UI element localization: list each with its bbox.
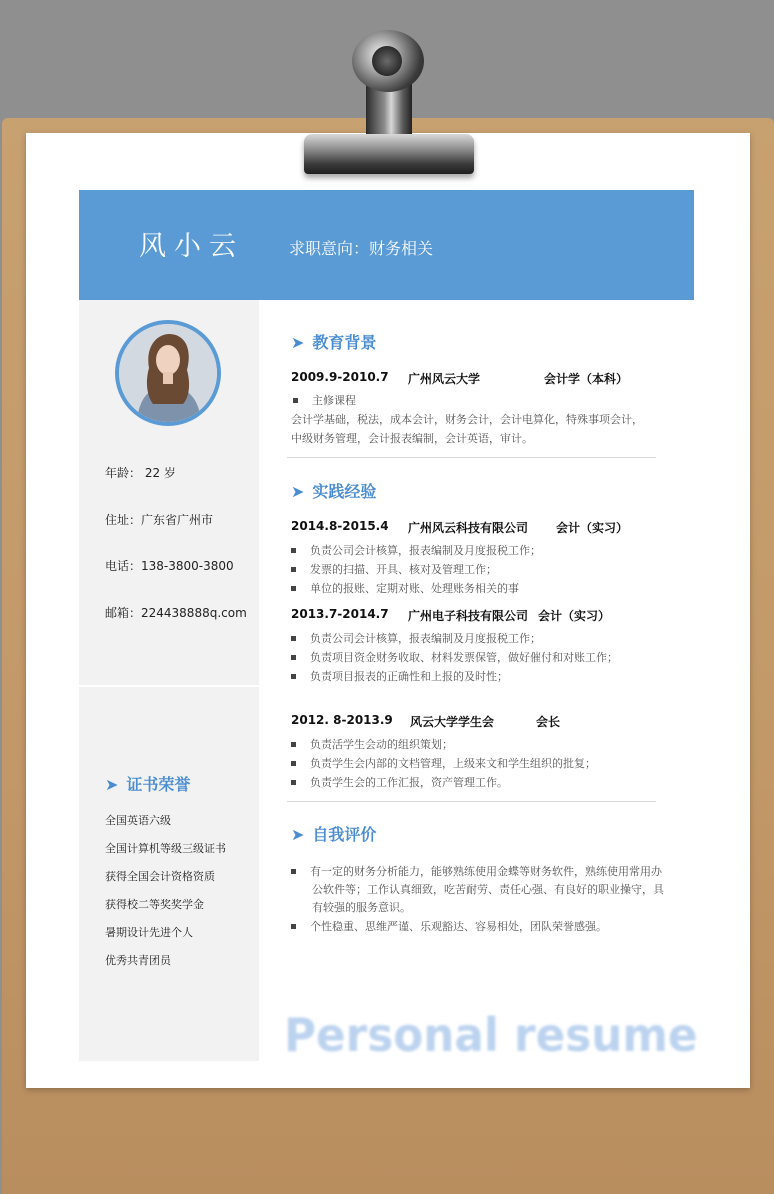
- chevron-right-icon: ➤: [291, 482, 305, 501]
- person-photo-icon: [119, 324, 217, 422]
- cert-item: 全国英语六级: [105, 814, 171, 827]
- experience-heading: ➤ 实践经验: [291, 482, 377, 501]
- self-eval-heading: ➤ 自我评价: [291, 825, 377, 844]
- list-item: 发票的扫描、开具、核对及管理工作；: [291, 561, 497, 577]
- list-item: 有一定的财务分析能力，能够熟练使用金蝶等财务软件，熟练使用常用办: [291, 863, 662, 879]
- list-item: 负责项目资金财务收取、材料发票保管，做好催付和对账工作；: [291, 649, 618, 665]
- edu-courses-line: 中级财务管理，会计报表编制，会计英语，审计。: [291, 432, 533, 445]
- cert-item: 获得全国会计资格资质: [105, 870, 215, 883]
- watermark-text: Personal resume: [284, 1008, 698, 1062]
- list-item: 负责项目报表的正确性和上报的及时性；: [291, 668, 508, 684]
- binder-clip-icon: [352, 30, 424, 92]
- education-heading: ➤ 教育背景: [291, 333, 377, 352]
- section-divider: [287, 457, 656, 458]
- list-item: 负责公司会计核算，报表编制及月度报税工作；: [291, 630, 541, 646]
- edu-courses-line: 会计学基础，税法，成本会计，财务会计，会计电算化，特殊事项会计，: [291, 413, 643, 426]
- candidate-name: 风小云: [139, 231, 244, 262]
- job-role: 会计（实习）: [556, 521, 629, 535]
- job-period: 2012. 8-2013.9: [291, 713, 393, 727]
- section-divider: [287, 801, 656, 802]
- list-item: 负责活学生会动的组织策划；: [291, 736, 453, 752]
- cert-item: 全国计算机等级三级证书: [105, 842, 226, 855]
- self-eval-line: 公软件等；工作认真细致，吃苦耐劳、责任心强、有良好的职业操守，具: [312, 883, 664, 896]
- job-company: 风云大学学生会: [410, 715, 495, 729]
- chevron-right-icon: ➤: [291, 333, 305, 352]
- chevron-right-icon: ➤: [291, 825, 305, 844]
- job-role: 会长: [536, 715, 561, 729]
- phone-info: 电话：138-3800-3800: [105, 559, 234, 573]
- resume-header: [79, 190, 694, 300]
- edu-school: 广州风云大学: [408, 372, 481, 386]
- sidebar: [79, 300, 259, 1061]
- cert-item: 暑期设计先进个人: [105, 926, 193, 939]
- list-item: 负责学生会的工作汇报，资产管理工作。: [291, 774, 508, 790]
- avatar: [115, 320, 221, 426]
- list-item: 个性稳重、思维严谨、乐观豁达、容易相处，团队荣誉感强。: [291, 918, 607, 934]
- binder-clip-base: [304, 134, 474, 174]
- list-item: 单位的报账、定期对账、处理账务相关的事: [291, 580, 519, 596]
- job-company: 广州风云科技有限公司: [408, 521, 529, 535]
- list-item: 负责公司会计核算，报表编制及月度报税工作；: [291, 542, 541, 558]
- address-info: 住址：广东省广州市: [105, 513, 214, 527]
- job-role: 会计（实习）: [538, 609, 611, 623]
- list-item: 主修课程: [291, 392, 356, 408]
- job-company: 广州电子科技有限公司: [408, 609, 529, 623]
- email-info: 邮箱：224438888q.com: [105, 606, 247, 620]
- job-intent: 求职意向：财务相关: [289, 239, 434, 258]
- edu-major: 会计学（本科）: [544, 372, 629, 386]
- job-period: 2013.7-2014.7: [291, 607, 389, 621]
- job-period: 2014.8-2015.4: [291, 519, 389, 533]
- cert-item: 优秀共青团员: [105, 954, 171, 967]
- chevron-right-icon: ➤: [105, 775, 119, 794]
- edu-period: 2009.9-2010.7: [291, 370, 389, 384]
- sidebar-divider: [79, 685, 259, 687]
- cert-item: 获得校二等奖奖学金: [105, 898, 204, 911]
- self-eval-line: 有较强的服务意识。: [312, 901, 411, 914]
- list-item: 负责学生会内部的文档管理，上级来文和学生组织的批复；: [291, 755, 596, 771]
- age-info: 年龄： 22 岁: [105, 466, 176, 480]
- certificates-heading: ➤ 证书荣誉: [105, 775, 191, 794]
